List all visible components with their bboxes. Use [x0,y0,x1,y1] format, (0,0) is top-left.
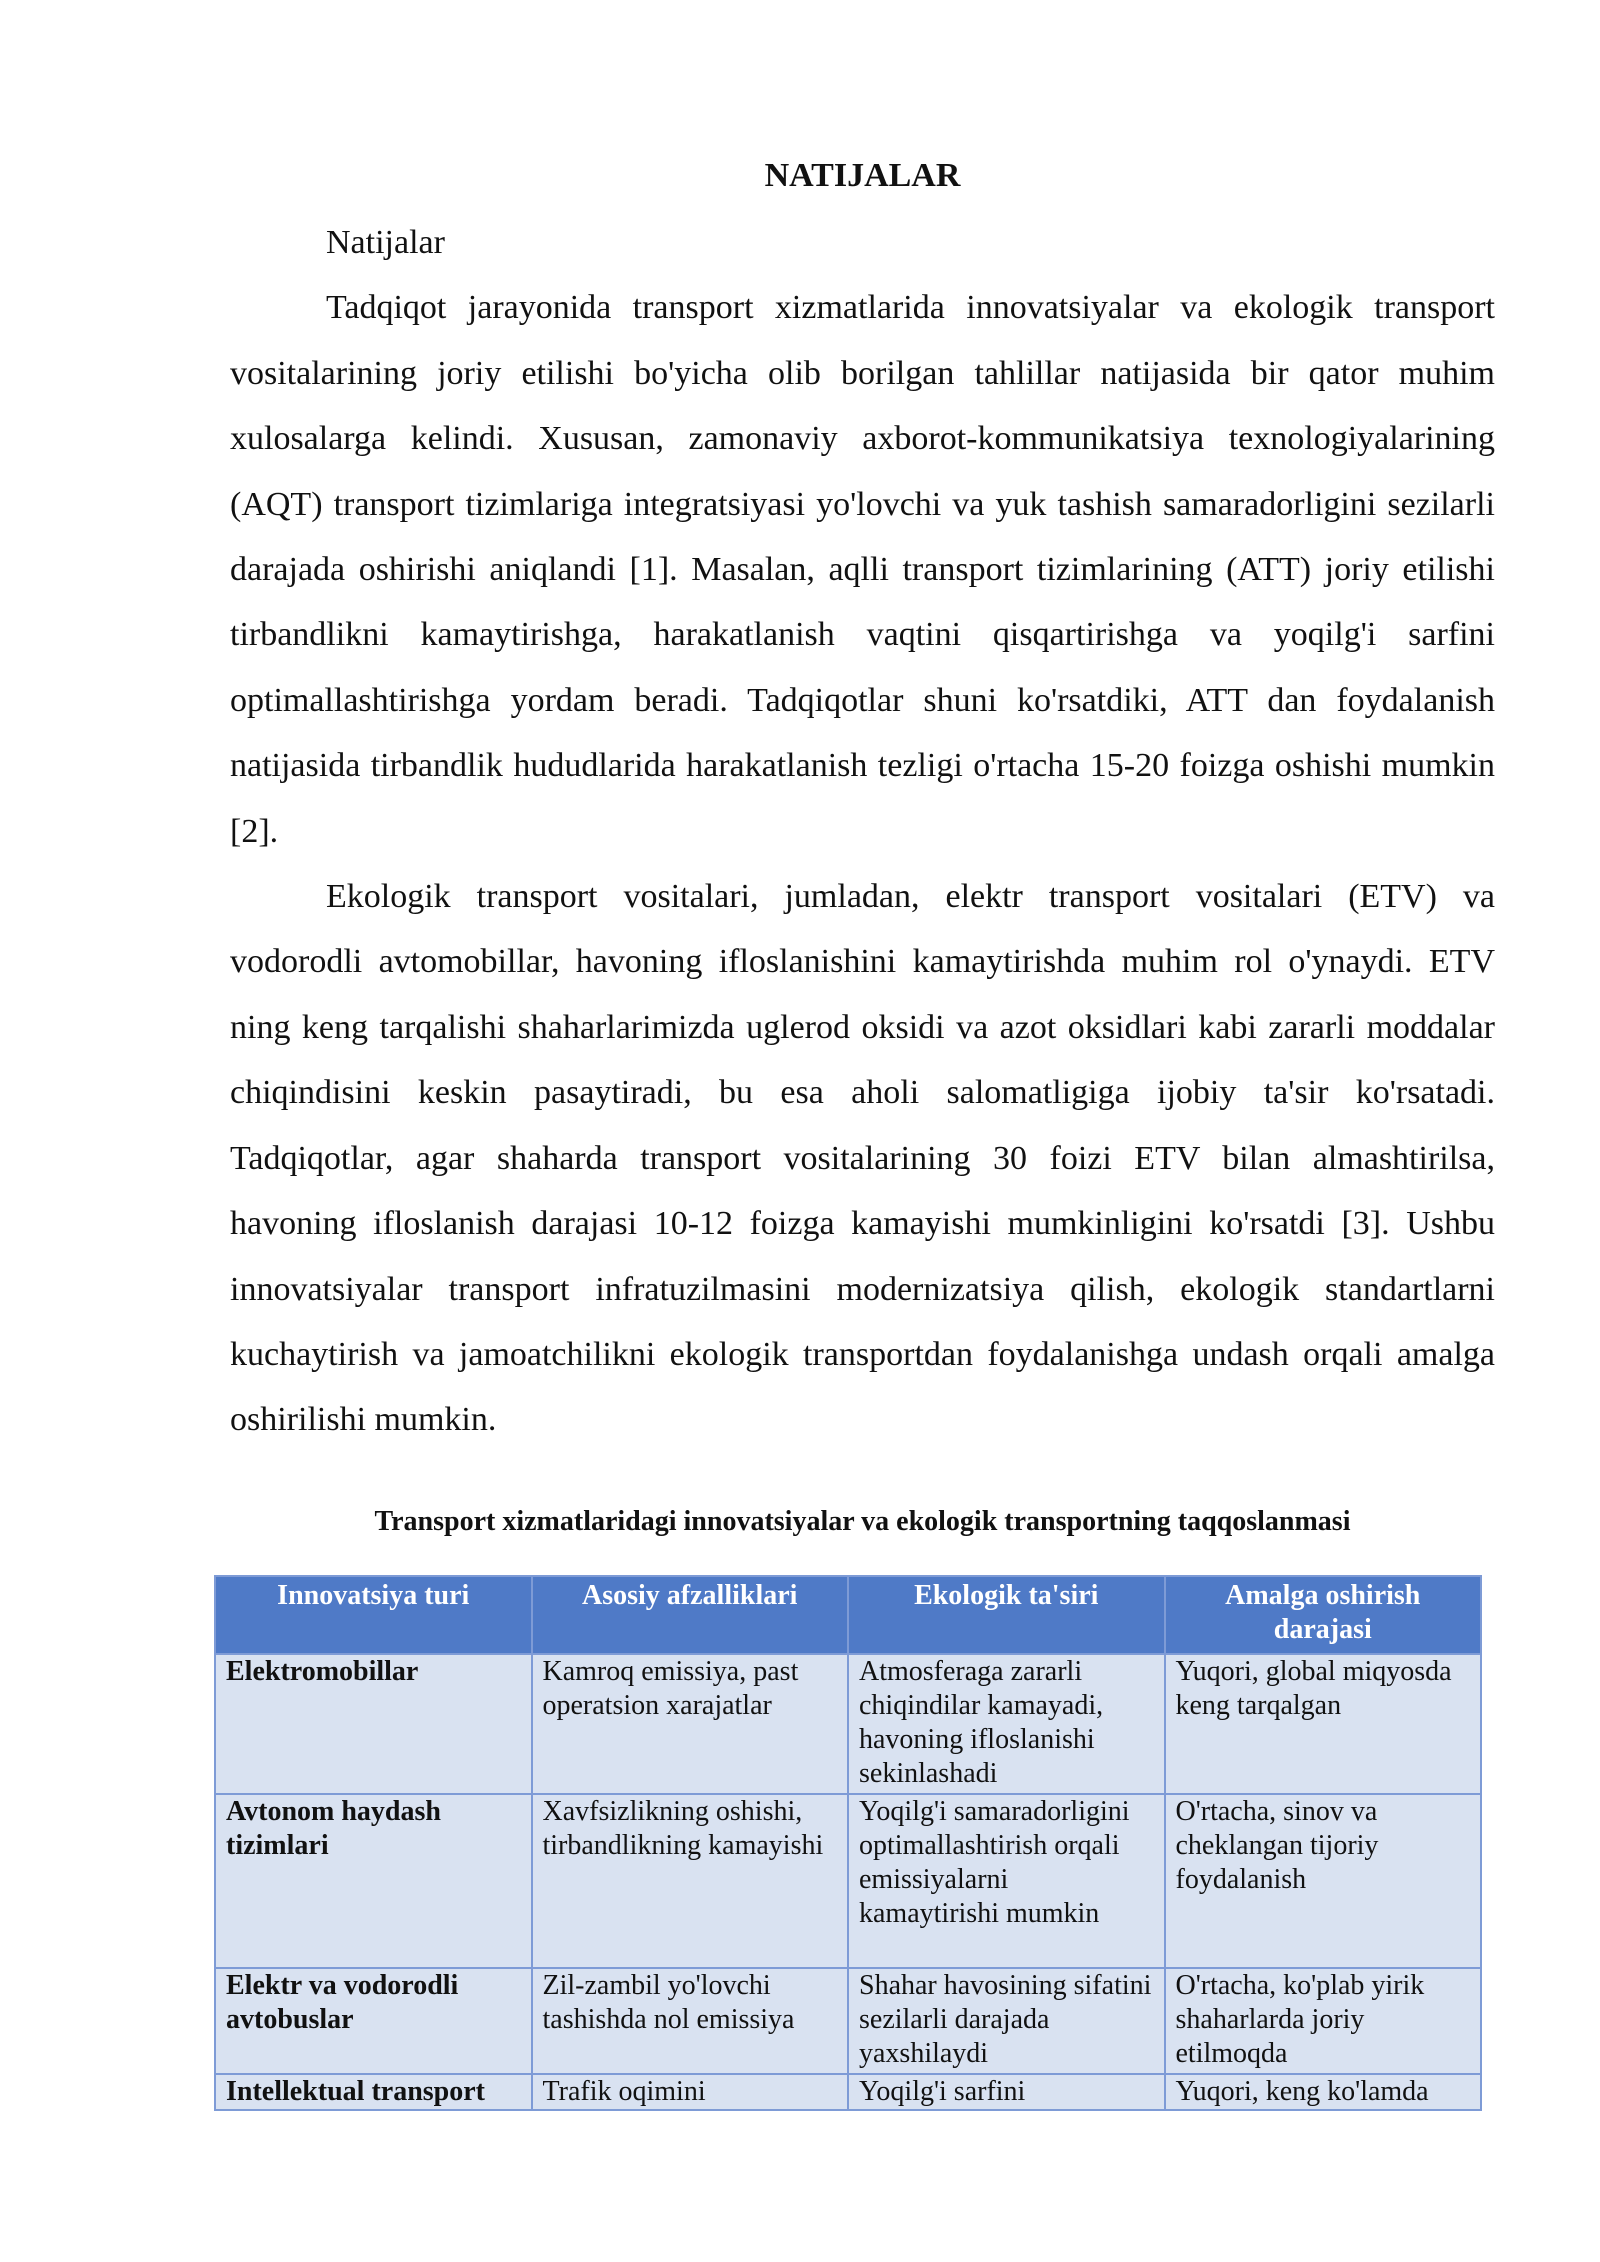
table-cell: Yuqori, global miqyosda keng tarqalgan [1165,1654,1482,1794]
table-row [215,2074,1481,2110]
column-header: Asosiy afzalliklari [532,1576,849,1654]
table-cell: Intellektual transport [215,2074,532,2110]
document-body [230,148,1495,1453]
table-cell: Yoqilg'i sarfini [848,2074,1165,2110]
table-cell: Yuqori, keng ko'lamda [1165,2074,1482,2110]
table-cell: O'rtacha, ko'plab yirik shaharlarda joriy etilmoqda [1165,1968,1482,2074]
column-header: Amalga oshirish darajasi [1165,1576,1482,1654]
table-cell: Atmosferaga zararli chiqindilar kamayadi, havoning ifloslanishi sekinlashadi [848,1654,1165,1794]
table-cell: Elektr va vodorodli avtobuslar [215,1968,532,2074]
paragraph-intro: Tadqiqot jarayonida transport xizmatlarida innovatsiyalar va ekologik transport vositalarining joriy etilishi bo'yicha olib borilgan tahlillar natijasida bir qator muhim xulosalarga kelindi. Xususan, zamonaviy axborot-kommunikatsiya texnologiyalarining (AQT) transport tizimlariga integratsiyasi yo'lovchi va yuk tashish samaradorligini sezilarli darajada oshirishi aniqlandi [1]. Masalan, aqlli transport tizimlarining (ATT) joriy etilishi tirbandlikni kamaytirishga, harakatlanish vaqtini qisqartirishga va yoqilg'i sarfini optimallashtirishga yordam beradi. Tadqiqotlar shuni ko'rsatdiki, ATT dan foydalanish natijasida tirbandlik hududlarida harakatlanish tezligi o'rtacha 15-20 foizga oshishi mumkin [2]. [230,289,1495,850]
table-row [215,1654,1481,1794]
table-header-row [215,1576,1481,1654]
table-row [215,1794,1481,1968]
table-cell: Shahar havosining sifatini sezilarli darajada yaxshilaydi [848,1968,1165,2074]
table-cell: Elektromobillar [215,1654,532,1794]
table-cell: Xavfsizlikning oshishi, tirbandlikning kamayishi [532,1794,849,1968]
table-cell: O'rtacha, sinov va cheklangan tijoriy foydalanish [1165,1794,1482,1968]
column-header: Innovatsiya turi [215,1576,532,1654]
section-heading: NATIJALAR [764,157,961,194]
table-row [215,1968,1481,2074]
paragraph-subheading: Natijalar [326,224,445,261]
table-caption: Transport xizmatlaridagi innovatsiyalar va ekologik transportning taqqoslanmasi [374,1506,1351,1537]
paragraph-ecology: Ekologik transport vositalari, jumladan, elektr transport vositalari (ETV) va vodorodli avtomobillar, havoning ifloslanishini kamaytirishda muhim rol o'ynaydi. ETV ning keng tarqalishi shaharlarimizda uglerod oksidi va azot oksidlari kabi zararli moddalar chiqindisini keskin pasaytiradi, bu esa aholi salomatligiga ijobiy ta'sir ko'rsatadi. Tadqiqotlar, agar shaharda transport vositalarining 30 foizi ETV bilan almashtirilsa, havoning ifloslanish darajasi 10-12 foizga kamayishi mumkinligini ko'rsatdi [3]. Ushbu innovatsiyalar transport infratuzilmasini modernizatsiya qilish, ekologik standartlarni kuchaytirish va jamoatchilikni ekologik transportdan foydalanishga undash orqali amalga oshirilishi mumkin. [230,878,1495,1439]
table-cell: Kamroq emissiya, past operatsion xarajatlar [532,1654,849,1794]
column-header: Ekologik ta'siri [848,1576,1165,1654]
table-cell: Avtonom haydash tizimlari [215,1794,532,1968]
table-cell: Yoqilg'i samaradorligini optimallashtirish orqali emissiyalarni kamaytirishi mumkin [848,1794,1165,1968]
comparison-table [214,1575,1482,2111]
table-cell: Zil-zambil yo'lovchi tashishda nol emissiya [532,1968,849,2074]
table-cell: Trafik oqimini [532,2074,849,2110]
